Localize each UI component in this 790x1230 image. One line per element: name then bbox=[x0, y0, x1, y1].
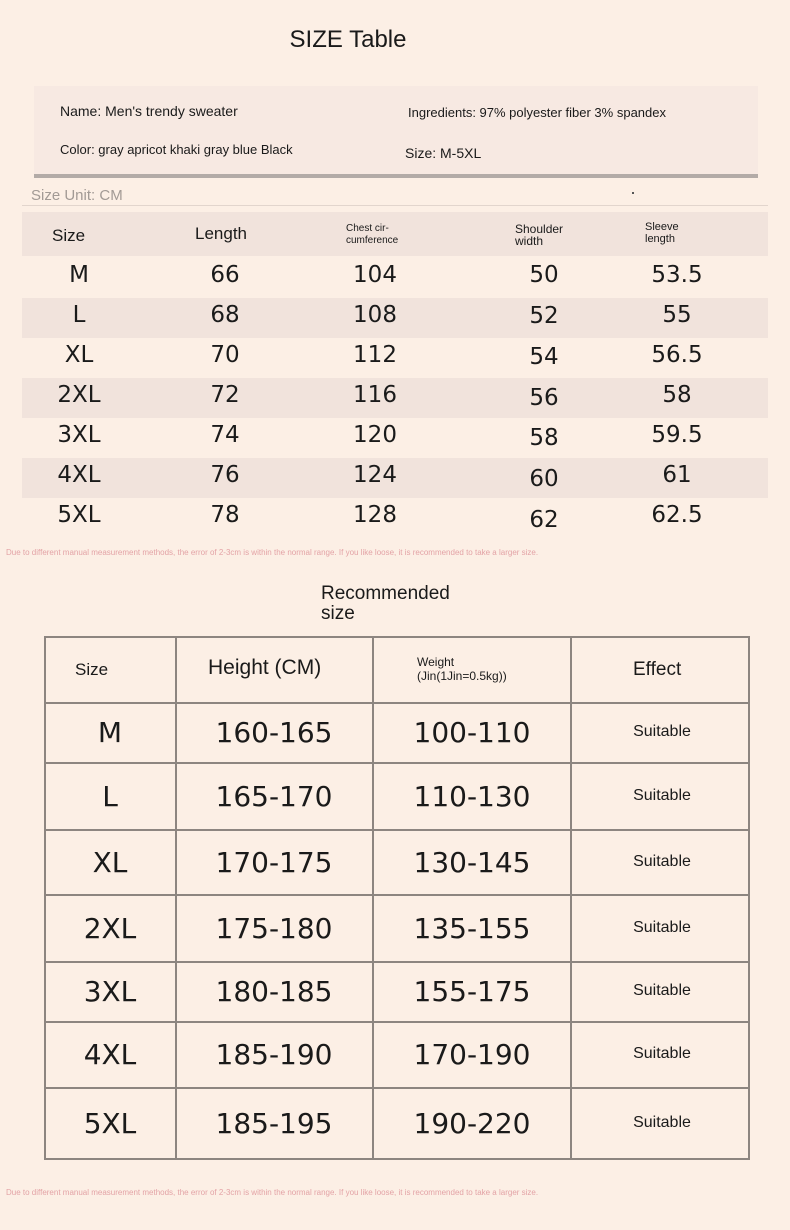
rec-cell-height: 185-190 bbox=[215, 1038, 333, 1071]
cell-chest: 104 bbox=[353, 262, 397, 288]
col-header-sleeve: Sleeve length bbox=[645, 221, 679, 245]
cell-length: 66 bbox=[210, 262, 240, 288]
cell-sleeve: 56.5 bbox=[651, 342, 703, 368]
grid-hline bbox=[44, 1021, 750, 1023]
cell-chest: 116 bbox=[353, 382, 397, 408]
size-table-header bbox=[22, 212, 768, 256]
size-table-row bbox=[22, 258, 768, 298]
product-name: Name: Men's trendy sweater bbox=[60, 103, 238, 119]
divider bbox=[22, 205, 768, 206]
cell-size: 3XL bbox=[57, 422, 101, 448]
col-header-chest: Chest cir- cumference bbox=[346, 223, 399, 246]
product-size-range: Size: M-5XL bbox=[405, 145, 482, 161]
cell-size: XL bbox=[64, 342, 94, 368]
size-table-row bbox=[22, 458, 768, 498]
rec-cell-size: 4XL bbox=[83, 1038, 137, 1071]
rec-cell-size: M bbox=[97, 716, 123, 749]
grid-hline bbox=[44, 762, 750, 764]
rec-cell-height: 180-185 bbox=[215, 975, 333, 1008]
col-header-shoulder: Shoulder width bbox=[515, 222, 564, 248]
col-header-length: Length bbox=[195, 224, 247, 243]
rec-cell-size: L bbox=[102, 779, 118, 813]
rec-cell-effect: Suitable bbox=[633, 918, 691, 936]
recommended-title: Recommended size bbox=[321, 583, 450, 624]
grid-vline bbox=[570, 636, 572, 1160]
cell-shoulder: 56 bbox=[529, 385, 559, 411]
rec-cell-effect: Suitable bbox=[633, 852, 691, 870]
cell-length: 68 bbox=[210, 302, 240, 328]
cell-length: 74 bbox=[210, 422, 240, 448]
rec-cell-effect: Suitable bbox=[633, 982, 691, 999]
cell-chest: 120 bbox=[353, 422, 397, 448]
product-colors: Color: gray apricot khaki gray blue Black bbox=[60, 142, 293, 157]
rec-cell-height: 185-195 bbox=[215, 1107, 333, 1140]
cell-size: 4XL bbox=[57, 462, 101, 488]
cell-sleeve: 58 bbox=[662, 382, 692, 408]
cell-chest: 124 bbox=[353, 462, 397, 488]
rec-cell-weight: 170-190 bbox=[413, 1038, 531, 1071]
rec-cell-height: 170-175 bbox=[215, 845, 333, 879]
rec-cell-height: 175-180 bbox=[215, 911, 333, 945]
cell-shoulder: 62 bbox=[529, 507, 559, 533]
size-table-row bbox=[22, 338, 768, 378]
grid-hline bbox=[44, 702, 750, 704]
grid-vline bbox=[372, 636, 374, 1160]
dot-mark bbox=[632, 192, 634, 194]
rec-cell-weight: 130-145 bbox=[413, 845, 531, 879]
col-header-size: Size bbox=[52, 226, 86, 245]
rec-cell-effect: Suitable bbox=[633, 723, 691, 740]
measurement-note: Due to different manual measurement methods, the error of 2-3cm is within the normal range. If you like loose, it is recommended to take a larger size. bbox=[6, 548, 539, 557]
rec-cell-size: XL bbox=[92, 845, 128, 879]
size-table-row bbox=[22, 418, 768, 458]
cell-sleeve: 62.5 bbox=[651, 502, 703, 528]
product-info-box bbox=[34, 86, 758, 178]
cell-size: 5XL bbox=[57, 502, 101, 528]
rec-cell-weight: 135-155 bbox=[413, 911, 531, 945]
size-unit-label: Size Unit: CM bbox=[31, 187, 123, 204]
cell-sleeve: 59.5 bbox=[651, 422, 703, 448]
rec-cell-size: 3XL bbox=[83, 975, 137, 1008]
cell-chest: 128 bbox=[353, 502, 397, 528]
rec-header-effect: Effect bbox=[633, 659, 682, 680]
cell-shoulder: 50 bbox=[529, 262, 559, 288]
page-title: SIZE Table bbox=[289, 26, 407, 53]
cell-shoulder: 58 bbox=[529, 425, 559, 451]
cell-length: 76 bbox=[210, 462, 240, 488]
grid-hline bbox=[44, 829, 750, 831]
product-ingredients: Ingredients: 97% polyester fiber 3% spandex bbox=[408, 105, 666, 120]
rec-cell-height: 160-165 bbox=[215, 716, 333, 749]
recommended-table bbox=[44, 636, 750, 1160]
cell-chest: 112 bbox=[353, 342, 397, 368]
rec-header-weight: Weight (Jin(1Jin=0.5kg)) bbox=[417, 655, 507, 683]
cell-length: 78 bbox=[210, 502, 240, 528]
size-table-row bbox=[22, 378, 768, 418]
rec-cell-weight: 190-220 bbox=[413, 1107, 531, 1140]
grid-hline bbox=[44, 894, 750, 896]
rec-cell-effect: Suitable bbox=[633, 1114, 691, 1131]
rec-cell-weight: 155-175 bbox=[413, 975, 531, 1008]
rec-cell-weight: 110-130 bbox=[413, 779, 531, 813]
cell-shoulder: 52 bbox=[529, 303, 559, 329]
cell-size: 2XL bbox=[57, 382, 101, 408]
grid-hline bbox=[44, 961, 750, 963]
grid-hline bbox=[44, 1087, 750, 1089]
rec-cell-effect: Suitable bbox=[633, 1045, 691, 1062]
cell-shoulder: 54 bbox=[529, 344, 559, 370]
cell-size: M bbox=[69, 262, 89, 288]
size-table-row bbox=[22, 298, 768, 338]
rec-cell-height: 165-170 bbox=[215, 779, 333, 813]
cell-sleeve: 53.5 bbox=[651, 262, 703, 288]
rec-cell-effect: Suitable bbox=[633, 786, 691, 804]
cell-size: L bbox=[72, 302, 86, 328]
size-table-row bbox=[22, 498, 768, 538]
rec-cell-size: 2XL bbox=[83, 911, 137, 945]
rec-header-height: Height (CM) bbox=[208, 656, 322, 679]
cell-sleeve: 61 bbox=[662, 462, 692, 488]
cell-sleeve: 55 bbox=[662, 302, 692, 328]
rec-cell-size: 5XL bbox=[83, 1107, 137, 1140]
cell-length: 70 bbox=[210, 342, 240, 368]
rec-cell-weight: 100-110 bbox=[413, 716, 531, 749]
measurement-note-bottom: Due to different manual measurement methods, the error of 2-3cm is within the normal range. If you like loose, it is recommended to take a larger size. bbox=[6, 1188, 539, 1197]
cell-length: 72 bbox=[210, 382, 240, 408]
cell-shoulder: 60 bbox=[529, 466, 559, 492]
cell-chest: 108 bbox=[353, 302, 397, 328]
grid-vline bbox=[175, 636, 177, 1160]
rec-header-size: Size bbox=[75, 660, 109, 679]
